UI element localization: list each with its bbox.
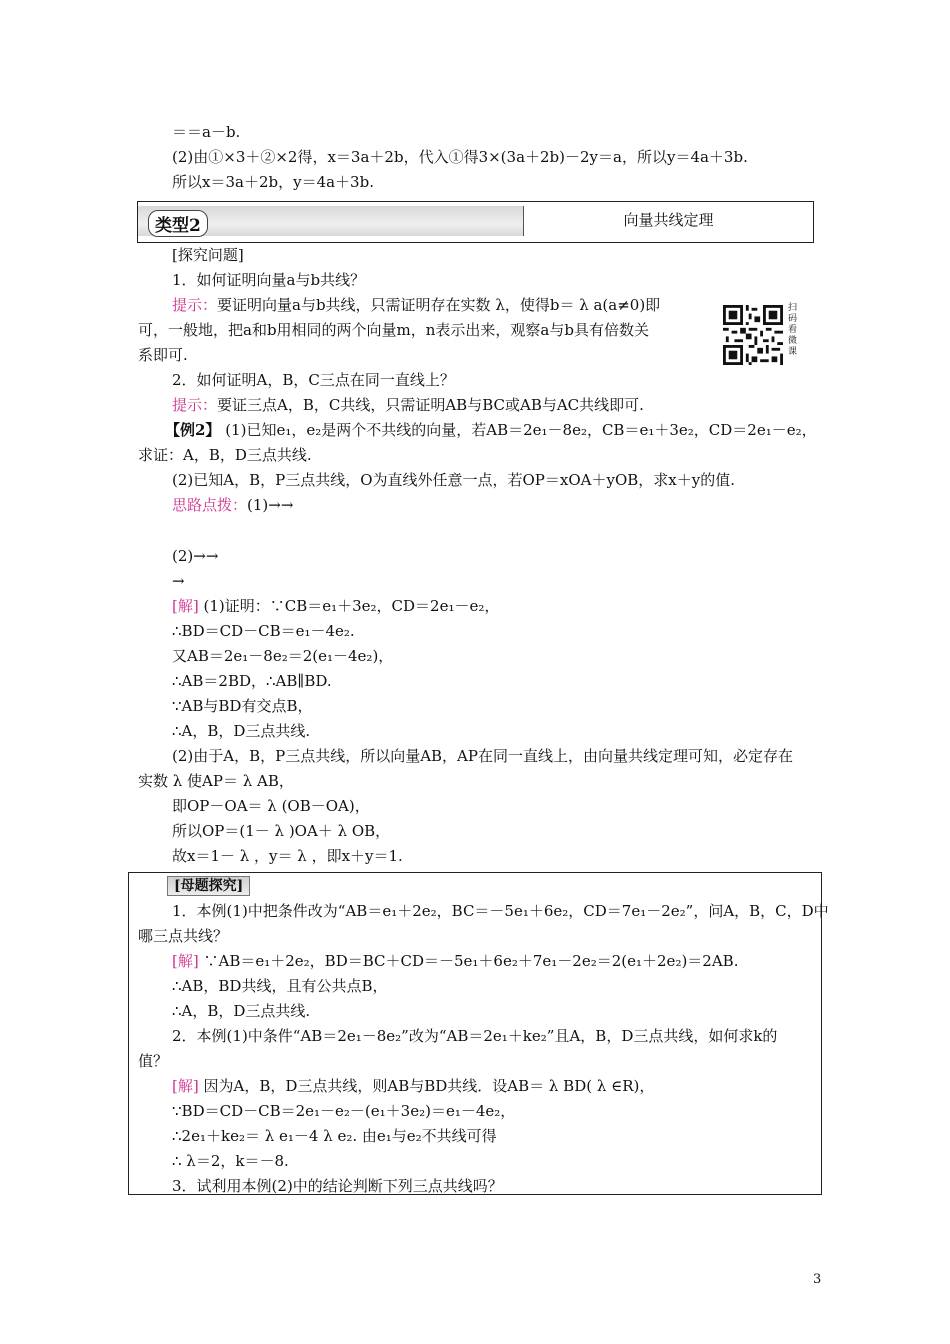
- line-3: 所以x＝3a＋2b，y＝4a＋3b.: [172, 173, 374, 191]
- box-q2-a: 2．本例(1)中条件“AB＝2e₁－8e₂”改为“AB＝2e₁＋ke₂”且A，B，D三点共线，如何求k的: [172, 1027, 778, 1045]
- solution-s11: 故x＝1－ λ ，y＝ λ ，即x＋y＝1.: [172, 847, 403, 865]
- solution-s3: 又AB＝2e₁－8e₂＝2(e₁－4e₂)，: [172, 647, 394, 665]
- explore-q1: 1．如何证明向量a与b共线？: [172, 271, 366, 289]
- example-hint-1: [172, 494, 293, 516]
- explore-heading: [探究问题]: [172, 246, 244, 264]
- example-p1-a: [165, 419, 817, 441]
- qr-caption: 扫码看微课: [788, 303, 798, 357]
- box-q1-b: 哪三点共线？: [138, 927, 229, 945]
- box-label: [母题探究]: [167, 876, 250, 896]
- solution-s6: ∴A，B，D三点共线.: [172, 722, 311, 740]
- box-a2-3: ∴2e₁＋ke₂＝ λ e₁－4 λ e₂. 由e₁与e₂不共线可得: [172, 1127, 497, 1145]
- explore-q2: 2．如何证明A，B，C三点在同一直线上？: [172, 371, 455, 389]
- box-a2-4: ∴ λ＝2，k＝－8.: [172, 1152, 289, 1170]
- line-1: ＝＝a－b.: [172, 123, 241, 141]
- hint-label: 提示：: [172, 296, 218, 314]
- box-q3: 3．试利用本例(2)中的结论判断下列三点共线吗？: [172, 1177, 503, 1195]
- solution-s8: 实数 λ 使AP＝ λ AB，: [138, 772, 294, 790]
- solution-s1-text: (1)证明：∵CB＝e₁＋3e₂，CD＝2e₁－e₂，: [198, 597, 500, 615]
- hint1-text-a: 要证明向量a与b共线，只需证明存在实数 λ，使得b＝ λ a(a≠0)即: [217, 296, 661, 314]
- explore-hint1-c: 系即可.: [138, 346, 188, 364]
- section-title: 向量共线定理: [623, 211, 714, 229]
- example-p1-b: 求证：A，B，D三点共线.: [138, 446, 312, 464]
- box-a1-3: ∴A，B，D三点共线.: [172, 1002, 311, 1020]
- page-number: 3: [813, 1272, 822, 1287]
- box-a1-1-text: ∵AB＝e₁＋2e₂，BD＝BC＋CD＝－5e₁＋6e₂＋7e₁－2e₂＝2(e₁＋2e₂)＝2AB.: [198, 952, 739, 970]
- solution-s7: (2)由于A，B，P三点共线，所以向量AB，AP在同一直线上，由向量共线定理可知，必定存在: [172, 747, 793, 765]
- box-a2-2: ∵BD＝CD－CB＝2e₁－e₂－(e₁＋3e₂)＝e₁－4e₂，: [172, 1102, 516, 1120]
- example-hint-2: (2)→→: [172, 547, 219, 565]
- example-hint-label: 思路点拨：: [172, 496, 248, 514]
- line-2: (2)由①×3＋②×2得，x＝3a＋2b，代入①得3×(3a＋2b)－2y＝a，所以y＝4a＋3b.: [172, 148, 748, 166]
- example-p1-text: (1)已知e₁，e₂是两个不共线的向量，若AB＝2e₁－8e₂，CB＝e₁＋3e₂，CD＝2e₁－e₂，: [220, 421, 817, 439]
- explore-hint1-a: [172, 294, 660, 316]
- solution-s5: ∵AB与BD有交点B，: [172, 697, 313, 715]
- hint2-text: 要证三点A，B，C共线，只需证明AB与BC或AB与AC共线即可.: [217, 396, 644, 414]
- box-a1-2: ∴AB，BD共线，且有公共点B，: [172, 977, 388, 995]
- box-sol-label-1: [解]: [172, 952, 199, 970]
- hint2-label: 提示：: [172, 396, 218, 414]
- solution-label: [解]: [172, 597, 199, 615]
- solution-s9: 即OP－OA＝ λ (OB－OA)，: [172, 797, 370, 815]
- box-q2-b: 值？: [138, 1052, 169, 1070]
- box-sol-label-2: [解]: [172, 1077, 199, 1095]
- example-hint-3: →: [172, 572, 185, 590]
- box-a2-1: [172, 1075, 654, 1097]
- qr-code-icon[interactable]: [723, 305, 783, 365]
- example-p2: (2)已知A，B，P三点共线，O为直线外任意一点，若OP＝xOA＋yOB，求x＋y的值.: [172, 471, 735, 489]
- solution-s4: ∴AB＝2BD，∴AB∥BD.: [172, 672, 332, 690]
- solution-s10: 所以OP＝(1－ λ )OA＋ λ OB，: [172, 822, 391, 840]
- section-tag: 类型2: [148, 210, 208, 237]
- solution-s2: ∴BD＝CD－CB＝e₁－4e₂.: [172, 622, 355, 640]
- box-q1-a: 1．本例(1)中把条件改为“AB＝e₁＋2e₂，BC＝－5e₁＋6e₂，CD＝7e₁－2e₂”，问A，B，C，D中: [172, 902, 829, 920]
- example-hint-1-text: (1)→→: [247, 496, 294, 514]
- section-header: [137, 201, 814, 243]
- box-a1-1: [172, 950, 738, 972]
- example-label: 【例2】: [165, 421, 221, 439]
- solution-s1: [172, 595, 499, 617]
- explore-hint1-b: 可，一般地，把a和b用相同的两个向量m，n表示出来，观察a与b具有倍数关: [138, 321, 649, 339]
- section-tag-bar: [138, 206, 524, 236]
- box-a2-1-text: 因为A，B，D三点共线，则AB与BD共线．设AB＝ λ BD( λ ∈R)，: [198, 1077, 655, 1095]
- explore-hint2: [172, 394, 644, 416]
